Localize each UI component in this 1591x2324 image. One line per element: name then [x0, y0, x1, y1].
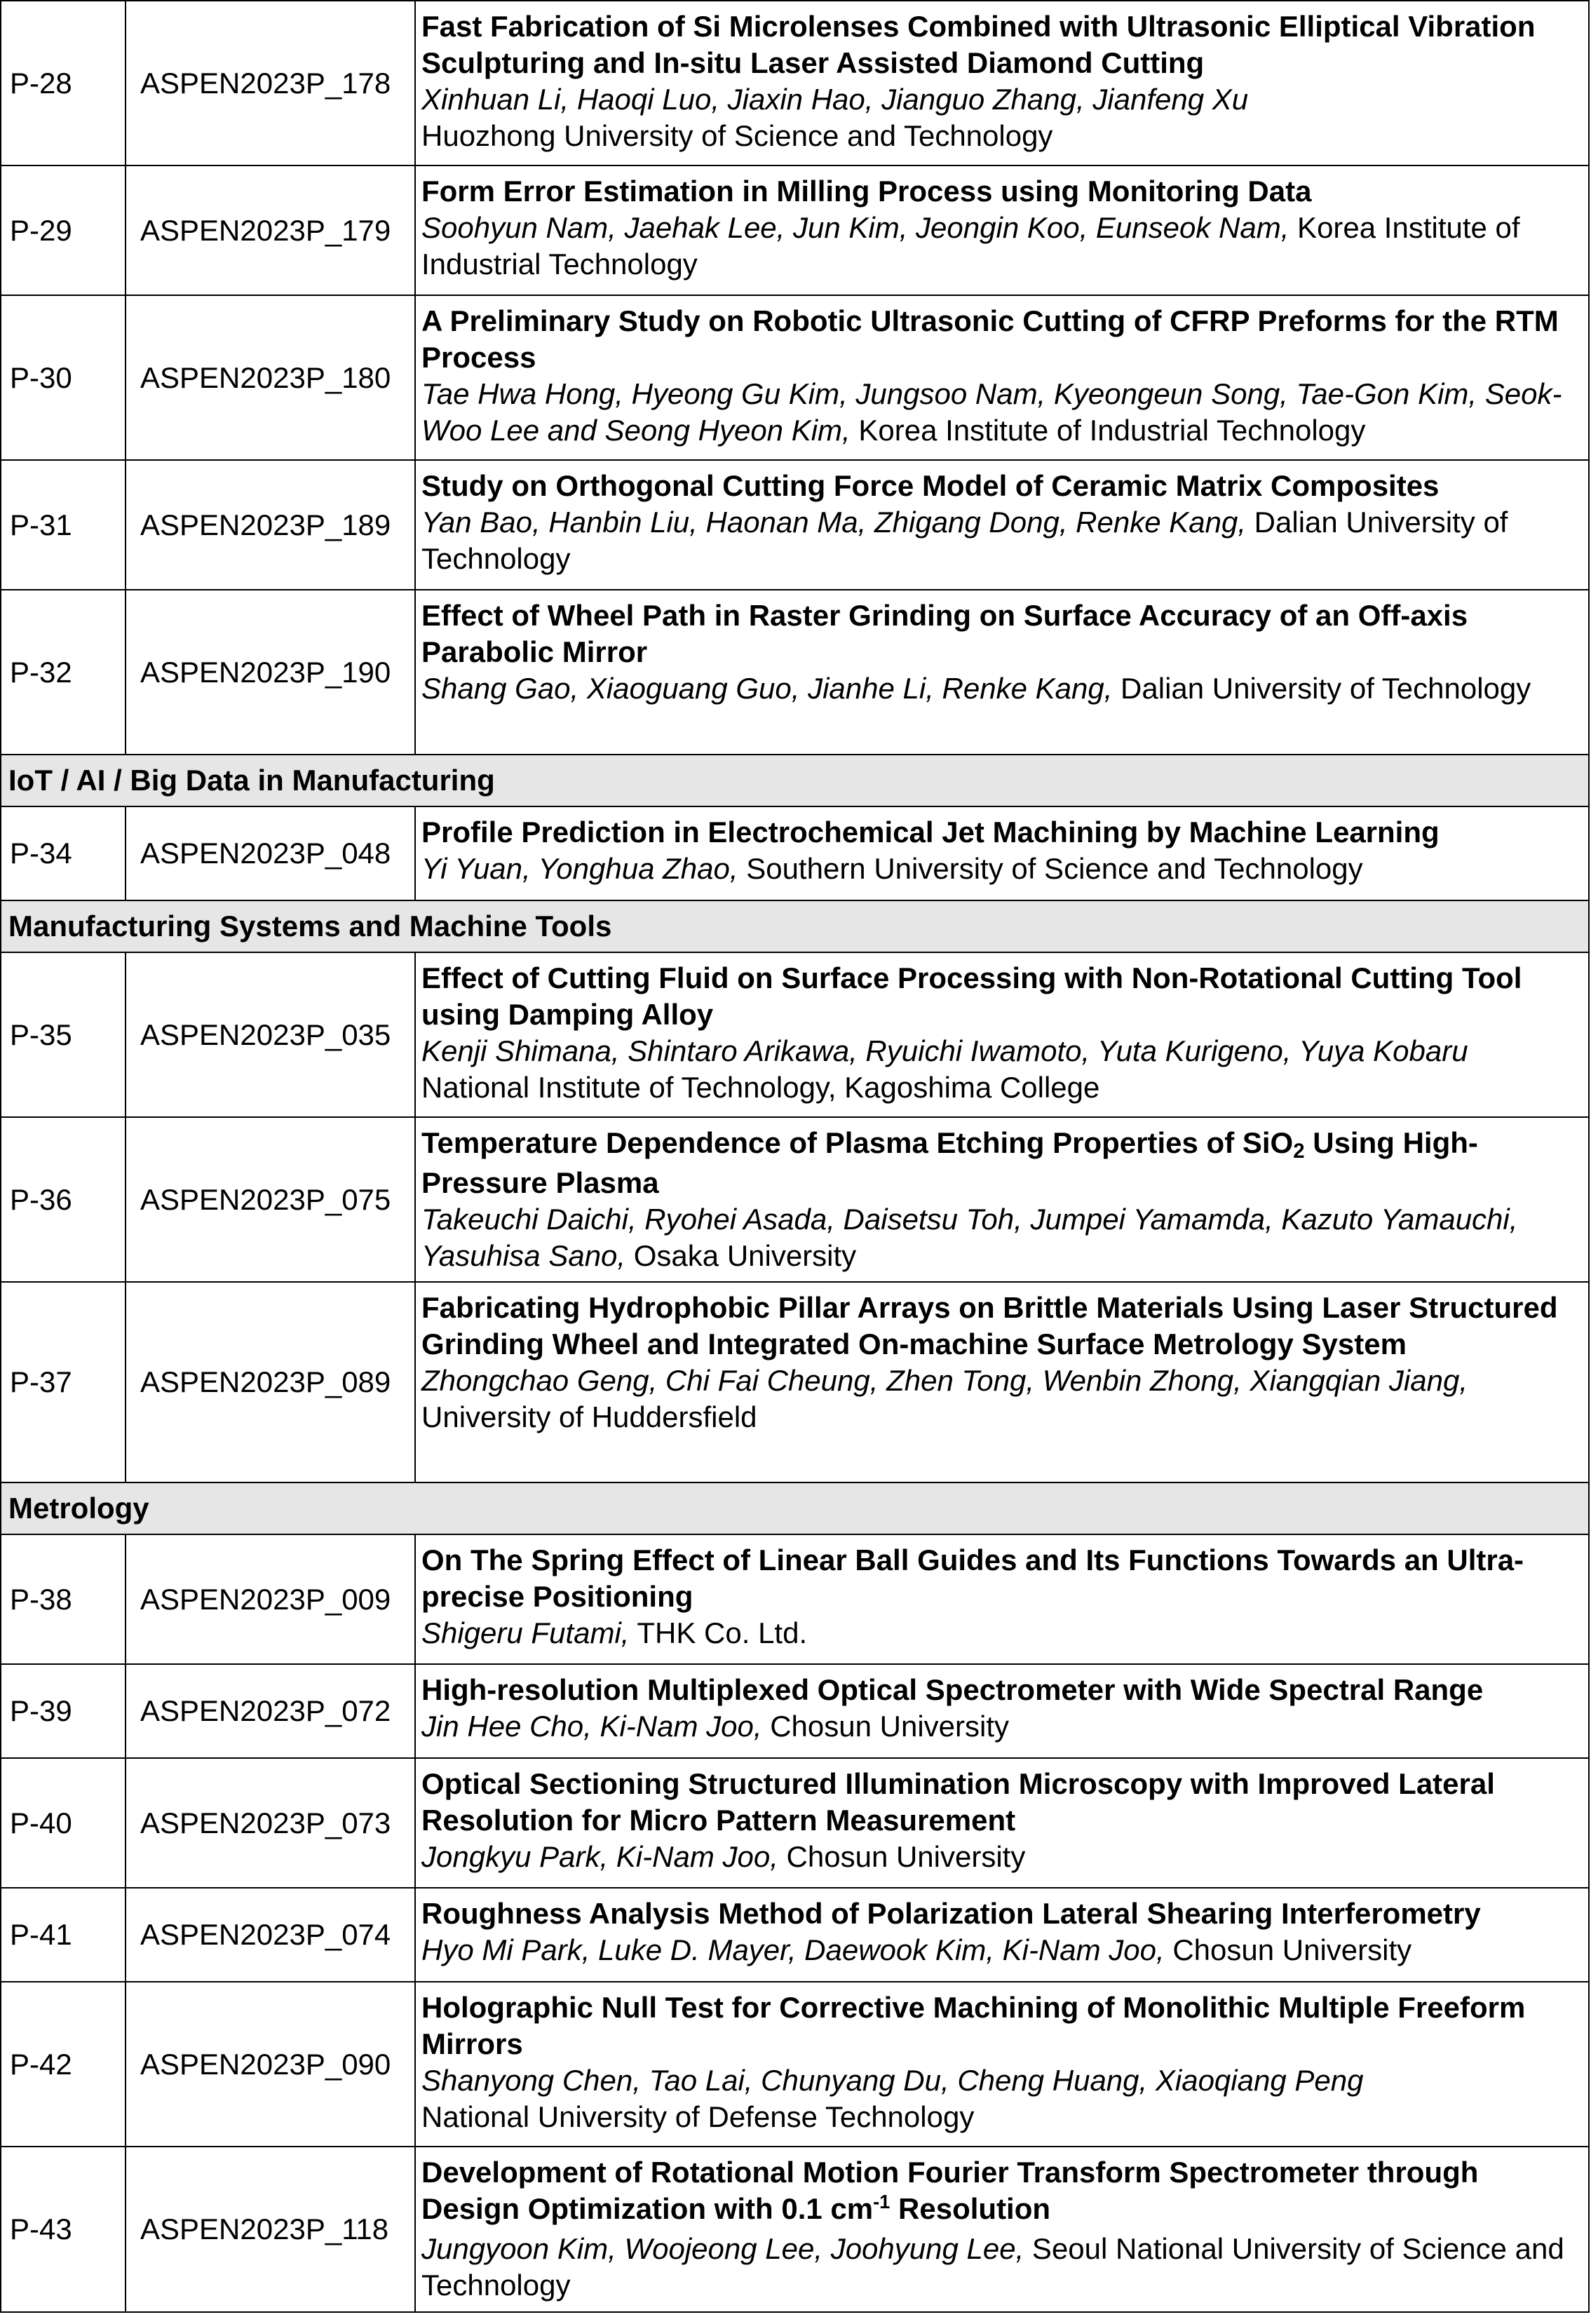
paper-title: A Preliminary Study on Robotic Ultrasonic Cutting of CFRP Preforms for the RTM Process	[421, 304, 1559, 374]
paper-affiliation: Korea Institute of Industrial Technology	[850, 414, 1366, 447]
paper-code: ASPEN2023P_048	[126, 806, 415, 900]
paper-authors-line	[421, 1932, 1581, 1968]
paper-authors: Tae Hwa Hong, Hyeong Gu Kim, Jungsoo Nam, Kyeongeun Song, Tae-Gon Kim, Seok-Woo Lee and Seong Hyeon Kim,	[421, 377, 1562, 447]
paper-cell	[415, 1758, 1589, 1888]
paper-id: P-40	[1, 1758, 126, 1888]
paper-authors: Xinhuan Li, Haoqi Luo, Jiaxin Hao, Jianguo Zhang, Jianfeng Xu	[421, 83, 1249, 116]
paper-title: Study on Orthogonal Cutting Force Model of Ceramic Matrix Composites	[421, 469, 1440, 502]
subscript-text: 2	[1293, 1140, 1305, 1163]
paper-authors-line	[421, 81, 1581, 118]
paper-authors-line	[421, 851, 1581, 887]
paper-title: Optical Sectioning Structured Illumination Microscopy with Improved Lateral Resolution for Micro Pattern Measurement	[421, 1767, 1495, 1837]
table-row	[1, 1282, 1589, 1482]
paper-title: Fast Fabrication of Si Microlenses Combined with Ultrasonic Elliptical Vibration Sculpturing and In-situ Laser Assisted Diamond Cutting	[421, 10, 1536, 79]
paper-affiliation: Southern University of Science and Technology	[738, 852, 1363, 885]
paper-title	[421, 1125, 1581, 1201]
section-header	[1, 1482, 1589, 1534]
paper-authors-line	[421, 670, 1581, 707]
paper-title-part: Development of Rotational Motion Fourier Transform Spectrometer through Design Optimization with 0.1 cm	[421, 2156, 1479, 2225]
paper-title: Profile Prediction in Electrochemical Jet Machining by Machine Learning	[421, 816, 1440, 849]
paper-authors-line	[421, 504, 1581, 577]
section-title: Metrology	[1, 1482, 1589, 1534]
paper-authors-line	[421, 1363, 1581, 1399]
paper-title: Fabricating Hydrophobic Pillar Arrays on Brittle Materials Using Laser Structured Grinding Wheel and Integrated On-machine Surface Metrology System	[421, 1291, 1558, 1360]
paper-id: P-30	[1, 295, 126, 460]
paper-code: ASPEN2023P_190	[126, 590, 415, 755]
paper-code: ASPEN2023P_090	[126, 1982, 415, 2147]
table-row	[1, 1888, 1589, 1982]
paper-id: P-31	[1, 460, 126, 590]
paper-authors: Shanyong Chen, Tao Lai, Chunyang Du, Cheng Huang, Xiaoqiang Peng	[421, 2064, 1364, 2097]
paper-cell	[415, 460, 1589, 590]
paper-affiliation: Huozhong University of Science and Technology	[421, 119, 1053, 152]
table-row	[1, 1982, 1589, 2147]
paper-cell	[415, 952, 1589, 1117]
paper-authors: Takeuchi Daichi, Ryohei Asada, Daisetsu Toh, Jumpei Yamamda, Kazuto Yamauchi, Yasuhisa Sano,	[421, 1203, 1518, 1272]
paper-cell	[415, 1, 1589, 165]
paper-id: P-38	[1, 1534, 126, 1664]
paper-authors: Jungyoon Kim, Woojeong Lee, Joohyung Lee,	[421, 2232, 1024, 2265]
paper-affiliation: National Institute of Technology, Kagoshima College	[421, 1071, 1100, 1104]
paper-authors: Soohyun Nam, Jaehak Lee, Jun Kim, Jeongin Koo, Eunseok Nam,	[421, 211, 1289, 244]
paper-affiliation: Chosun University	[778, 1840, 1026, 1873]
paper-cell	[415, 165, 1589, 295]
paper-authors: Jongkyu Park, Ki-Nam Joo,	[421, 1840, 778, 1873]
paper-affiliation: Chosun University	[761, 1710, 1009, 1743]
paper-title: High-resolution Multiplexed Optical Spectrometer with Wide Spectral Range	[421, 1673, 1484, 1706]
paper-authors-line	[421, 1033, 1581, 1069]
paper-code: ASPEN2023P_178	[126, 1, 415, 165]
paper-authors-line	[421, 1201, 1581, 1274]
paper-affiliation: Korea Institute of Industrial Technology	[421, 211, 1520, 281]
table-row	[1, 590, 1589, 755]
superscript-text: -1	[873, 2191, 891, 2212]
paper-authors-line	[421, 1708, 1581, 1745]
paper-affiliation: Chosun University	[1164, 1933, 1412, 1966]
paper-code: ASPEN2023P_180	[126, 295, 415, 460]
paper-authors: Shang Gao, Xiaoguang Guo, Jianhe Li, Renke Kang,	[421, 672, 1113, 705]
paper-id: P-43	[1, 2147, 126, 2312]
table-row	[1, 2147, 1589, 2312]
section-header	[1, 755, 1589, 806]
paper-authors-line	[421, 2062, 1581, 2099]
paper-cell	[415, 2147, 1589, 2312]
paper-authors: Jin Hee Cho, Ki-Nam Joo,	[421, 1710, 762, 1743]
paper-id: P-29	[1, 165, 126, 295]
paper-id: P-37	[1, 1282, 126, 1482]
paper-title: Form Error Estimation in Milling Process using Monitoring Data	[421, 175, 1312, 208]
paper-title: Effect of Cutting Fluid on Surface Processing with Non-Rotational Cutting Tool using Damping Alloy	[421, 961, 1522, 1031]
paper-cell	[415, 590, 1589, 755]
paper-authors-line	[421, 2231, 1581, 2304]
paper-cell	[415, 295, 1589, 460]
table-row	[1, 952, 1589, 1117]
paper-code: ASPEN2023P_035	[126, 952, 415, 1117]
paper-affiliation: Seoul National University of Science and Technology	[421, 2232, 1564, 2302]
paper-title	[421, 2154, 1581, 2231]
paper-id: P-34	[1, 806, 126, 900]
table-row	[1, 1664, 1589, 1758]
paper-code: ASPEN2023P_189	[126, 460, 415, 590]
paper-authors: Kenji Shimana, Shintaro Arikawa, Ryuichi Iwamoto, Yuta Kurigeno, Yuya Kobaru	[421, 1034, 1468, 1067]
paper-authors-line	[421, 210, 1581, 283]
paper-cell	[415, 1888, 1589, 1982]
paper-id: P-35	[1, 952, 126, 1117]
paper-id: P-32	[1, 590, 126, 755]
section-title: Manufacturing Systems and Machine Tools	[1, 900, 1589, 952]
paper-code: ASPEN2023P_179	[126, 165, 415, 295]
paper-code: ASPEN2023P_073	[126, 1758, 415, 1888]
section-title: IoT / AI / Big Data in Manufacturing	[1, 755, 1589, 806]
table-row	[1, 460, 1589, 590]
paper-id: P-36	[1, 1117, 126, 1282]
paper-cell	[415, 1282, 1589, 1482]
paper-authors-line	[421, 1615, 1581, 1651]
paper-id: P-28	[1, 1, 126, 165]
paper-title-part: Using High-Pressure Plasma	[421, 1126, 1478, 1199]
table-row	[1, 165, 1589, 295]
paper-title: Effect of Wheel Path in Raster Grinding on Surface Accuracy of an Off-axis Parabolic Mirror	[421, 599, 1468, 668]
paper-authors: Zhongchao Geng, Chi Fai Cheung, Zhen Tong, Wenbin Zhong, Xiangqian Jiang,	[421, 1364, 1468, 1397]
paper-authors: Shigeru Futami,	[421, 1616, 630, 1649]
paper-cell	[415, 1534, 1589, 1664]
paper-authors: Yan Bao, Hanbin Liu, Haonan Ma, Zhigang Dong, Renke Kang,	[421, 506, 1246, 539]
paper-id: P-39	[1, 1664, 126, 1758]
paper-authors-line	[421, 1839, 1581, 1875]
table-row	[1, 1, 1589, 165]
table-row	[1, 1534, 1589, 1664]
paper-authors-line	[421, 376, 1581, 449]
section-header	[1, 900, 1589, 952]
table-row	[1, 1758, 1589, 1888]
table-row	[1, 1117, 1589, 1282]
paper-code: ASPEN2023P_074	[126, 1888, 415, 1982]
paper-authors: Yi Yuan, Yonghua Zhao,	[421, 852, 738, 885]
paper-affiliation: University of Huddersfield	[421, 1400, 757, 1433]
paper-code: ASPEN2023P_089	[126, 1282, 415, 1482]
paper-title-part: Temperature Dependence of Plasma Etching Properties of SiO	[421, 1126, 1294, 1159]
paper-code: ASPEN2023P_009	[126, 1534, 415, 1664]
paper-cell	[415, 806, 1589, 900]
table-row	[1, 295, 1589, 460]
paper-title: Holographic Null Test for Corrective Machining of Monolithic Multiple Freeform Mirrors	[421, 1991, 1526, 2060]
paper-code: ASPEN2023P_075	[126, 1117, 415, 1282]
paper-authors: Hyo Mi Park, Luke D. Mayer, Daewook Kim, Ki-Nam Joo,	[421, 1933, 1165, 1966]
paper-affiliation: Dalian University of Technology	[1112, 672, 1531, 705]
paper-title: Roughness Analysis Method of Polarization Lateral Shearing Interferometry	[421, 1897, 1481, 1930]
paper-title-part: Resolution	[890, 2192, 1051, 2225]
paper-cell	[415, 1982, 1589, 2147]
paper-affiliation: Osaka University	[625, 1239, 857, 1272]
paper-affiliation: National University of Defense Technology	[421, 2100, 975, 2133]
paper-affiliation: Dalian University of Technology	[421, 506, 1508, 575]
paper-code: ASPEN2023P_118	[126, 2147, 415, 2312]
paper-id: P-41	[1, 1888, 126, 1982]
table-row	[1, 806, 1589, 900]
paper-title: On The Spring Effect of Linear Ball Guides and Its Functions Towards an Ultra-precise Positioning	[421, 1543, 1524, 1613]
paper-affiliation: THK Co. Ltd.	[629, 1616, 808, 1649]
paper-code: ASPEN2023P_072	[126, 1664, 415, 1758]
paper-cell	[415, 1117, 1589, 1282]
paper-id: P-42	[1, 1982, 126, 2147]
paper-cell	[415, 1664, 1589, 1758]
